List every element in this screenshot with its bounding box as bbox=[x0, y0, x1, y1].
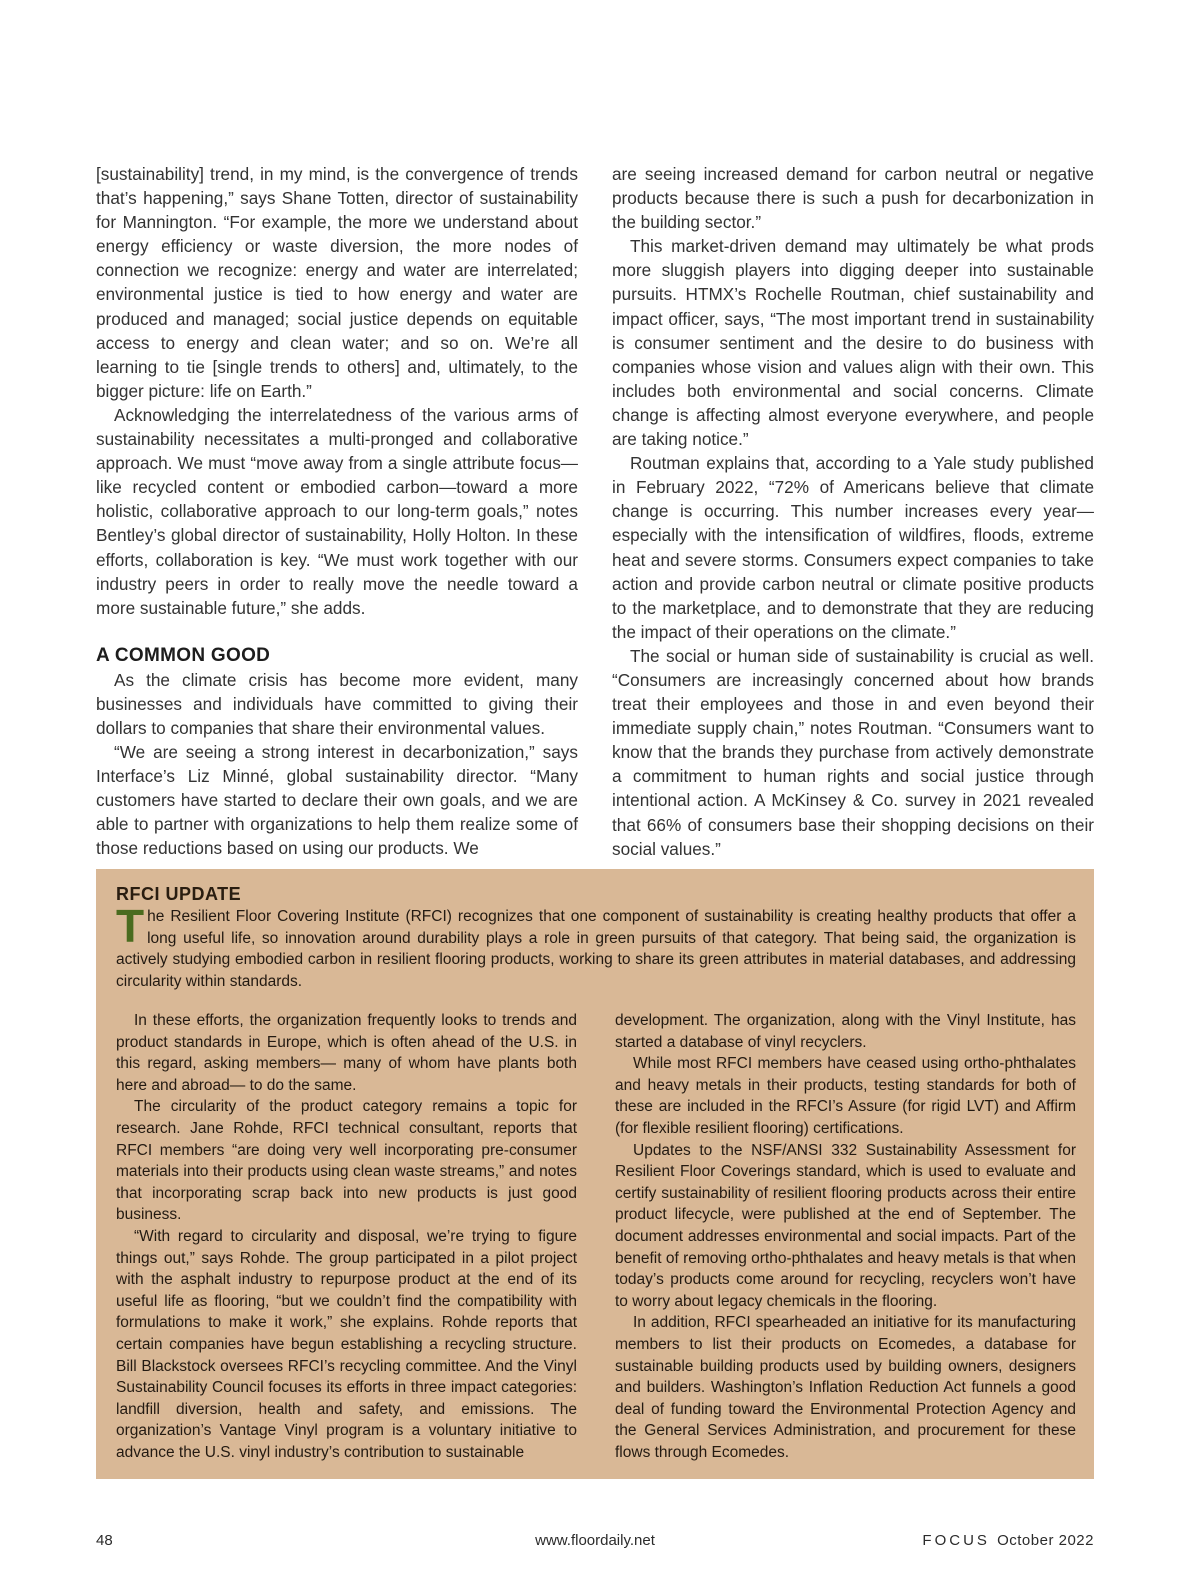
sidebar-lead bbox=[116, 900, 1076, 992]
paragraph: The social or human side of sustainability is crucial as well. “Consumers are increasingly concerned about how brands treat their employees and those in and even beyond their immediate supply chain,” notes Routman. “Consumers want to know that the brands they purchase from actively demonstrate a commitment to human rights and social justice through intentional action. A McKinsey & Co. survey in 2021 revealed that 66% of consumers base their shopping decisions on their social values.” bbox=[612, 645, 1094, 859]
paragraph: While most RFCI members have ceased using ortho-phthalates and heavy metals in their products, testing standards for both of these are included in the RFCI’s Assure (for rigid LVT) and Affirm (for flexible resilient flooring) certifications. bbox=[615, 1055, 1076, 1137]
paragraph: are seeing increased demand for carbon neutral or negative products because there is such a push for decarbonization in the building sector.” bbox=[612, 164, 1094, 233]
issue-date: October 2022 bbox=[997, 1532, 1094, 1549]
paragraph: “We are seeing a strong interest in decarbonization,” says Interface’s Liz Minné, global sustainability director. “Many customers have started to declare their own goals, and we are able to partner with organizations to help them realize some of those reductions based on using our products. We bbox=[96, 742, 578, 859]
paragraph: In these efforts, the organization frequently looks to trends and product standards in Europe, which is often ahead of the U.S. in this regard, asking members— many of whom have plants both here and abroad— to do the same. bbox=[116, 1012, 577, 1094]
paragraph: As the climate crisis has become more evident, many businesses and individuals have committed to giving their dollars to companies that share their environmental values. bbox=[96, 669, 578, 738]
paragraph: In addition, RFCI spearheaded an initiative for its manufacturing members to list their products on Ecomedes, a database for sustainable building products used by building owners, designers and builders. Washington’s Inflation Reduction Act funnels a good deal of funding toward the Environmental Protection Agency and the General Services Administration, and procurement for these flows through Ecomedes. bbox=[615, 1314, 1076, 1461]
sidebar-column-left bbox=[116, 1010, 577, 1463]
article-column-right bbox=[612, 162, 1094, 862]
article-column-left bbox=[96, 162, 578, 862]
paragraph: The circularity of the product category remains a topic for research. Jane Rohde, RFCI technical consultant, reports that RFCI members “are doing very well incorporating pre-consumer materials into their products using clean waste streams,” and notes that incorporating scrap back into new products is just good business. bbox=[116, 1098, 577, 1224]
footer-url[interactable]: www.floordaily.net bbox=[535, 1532, 655, 1549]
drop-cap: T bbox=[116, 900, 145, 952]
paragraph: [sustainability] trend, in my mind, is the convergence of trends that’s happening,” says Shane Totten, director of sustainability for Mannington. “For example, the more we understand about energy efficiency or waste diversion, the more nodes of connection we recognize: energy and water are interrelated; environmental justice is tied to how energy and water are produced and managed; social justice depends on equitable access to energy and clean water; and so on. We’re all learning to tie [single trends to others] and, ultimately, to the bigger picture: life on Earth.” bbox=[96, 164, 578, 401]
page-number: 48 bbox=[96, 1532, 113, 1549]
paragraph: “With regard to circularity and disposal, we’re trying to figure things out,” says Rohde. The group participated in a pilot project with the asphalt industry to repurpose product at the end of its useful life as flooring, “but we couldn’t find the compatibility with formulations to make it work,” she explains. Rohde reports that certain companies have begun establishing a recycling structure. Bill Blackstock oversees RFCI’s recycling committee. And the Vinyl Sustainability Council focuses its efforts in three impact categories: landfill diversion, health and safety, and emissions. The organization’s Vantage Vinyl program is a voluntary initiative to advance the U.S. vinyl industry’s contribution to sustainable bbox=[116, 1227, 577, 1461]
sidebar-lead-text: he Resilient Floor Covering Institute (RFCI) recognizes that one component of sustainability is creating healthy products that offer a long useful life, so innovation around durability plays a role in green pursuits of that category. That being said, the organization is actively studying embodied carbon in resilient flooring products, working to share its green attributes in material databases, and addressing circularity within standards. bbox=[116, 908, 1076, 990]
page-footer bbox=[96, 1532, 1094, 1549]
sidebar-column-right bbox=[615, 1010, 1076, 1463]
paragraph: Acknowledging the interrelatedness of the various arms of sustainability necessitates a multi-pronged and collaborative approach. We must “move away from a single attribute focus—like recycled content or embodied carbon—toward a more holistic, collaborative approach to our long-term goals,” notes Bentley’s global director of sustainability, Holly Holton. In these efforts, collaboration is key. “We must work together with our industry peers in order to really move the needle toward a more sustainable future,” she adds. bbox=[96, 404, 578, 618]
sidebar-columns bbox=[116, 1010, 1076, 1463]
section-heading: A COMMON GOOD bbox=[96, 644, 271, 666]
sidebar-title: RFCI UPDATE bbox=[116, 884, 242, 904]
paragraph: Routman explains that, according to a Yale study published in February 2022, “72% of Americans believe that climate change is occurring. This number increases every year—especially with the intensification of wildfires, floods, extreme heat and severe storms. Consumers expect companies to take action and provide carbon neutral or climate positive products to the marketplace, and to demonstrate that they are reducing the impact of their operations on the climate.” bbox=[612, 453, 1094, 642]
paragraph: This market-driven demand may ultimately be what prods more sluggish players into digging deeper into sustainable pursuits. HTMX’s Rochelle Routman, chief sustainability and impact officer, says, “The most important trend in sustainability is consumer sentiment and the desire to do business with companies whose vision and values align with their own. This includes both environmental and social concerns. Climate change is affecting almost everyone everywhere, and people are taking notice.” bbox=[612, 236, 1094, 450]
magazine-name: FOCUS bbox=[922, 1532, 990, 1549]
paragraph: Updates to the NSF/ANSI 332 Sustainability Assessment for Resilient Floor Coverings standard, which is used to evaluate and certify sustainability of resilient flooring products across their entire product lifecycle, were published at the end of September. The document addresses environmental and social impacts. Part of the benefit of removing ortho-phthalates and heavy metals is that when today’s products come around for recycling, recyclers won’t have to worry about legacy chemicals in the flooring. bbox=[615, 1141, 1076, 1310]
paragraph: development. The organization, along with the Vinyl Institute, has started a database of vinyl recyclers. bbox=[615, 1012, 1076, 1051]
article-body bbox=[96, 162, 1094, 862]
rfci-update-sidebar bbox=[96, 869, 1094, 1479]
